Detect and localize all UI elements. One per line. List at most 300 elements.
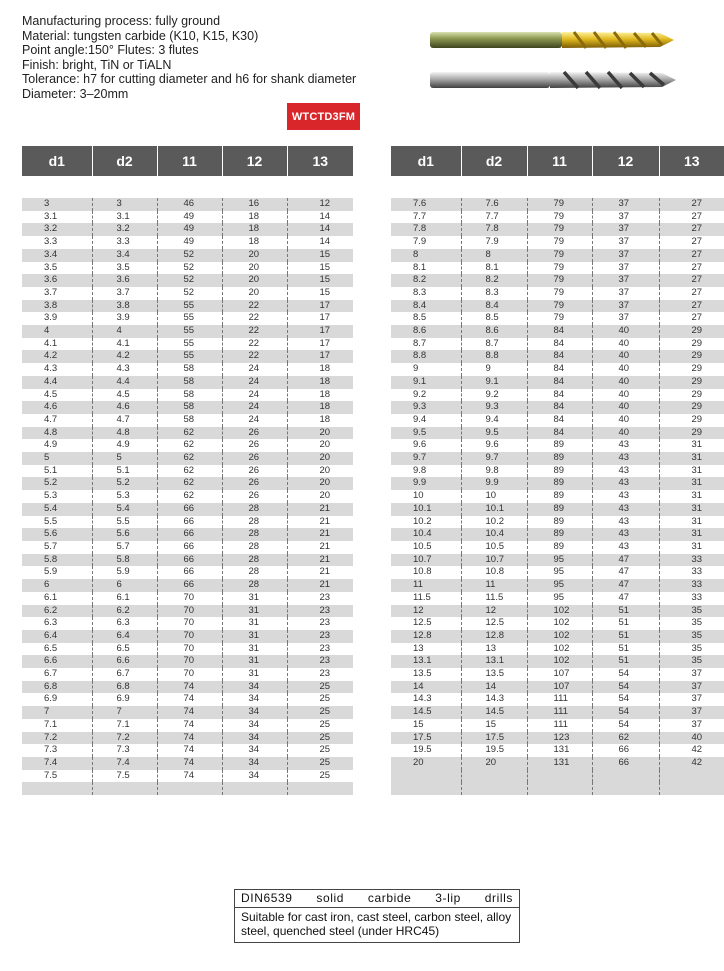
table-cell: 4.8	[92, 427, 157, 440]
table-cell: 8.3	[461, 287, 527, 300]
product-caption	[234, 889, 520, 943]
table-cell: 5	[92, 452, 157, 465]
table-cell: 74	[157, 719, 222, 732]
table-cell: 20	[287, 465, 353, 478]
table-cell: 18	[287, 389, 353, 402]
table-cell: 27	[659, 274, 724, 287]
table-cell: 35	[659, 643, 724, 656]
table-cell: 10.4	[461, 528, 527, 541]
table-row	[22, 617, 353, 630]
table-cell: 12.5	[461, 617, 527, 630]
table-cell: 51	[592, 643, 659, 656]
table-cell: 66	[157, 541, 222, 554]
table-cell: 5.4	[92, 503, 157, 516]
spec-process: Manufacturing process: fully ground	[22, 14, 221, 28]
table-cell: 3.9	[22, 312, 92, 325]
table-cell: 52	[157, 249, 222, 262]
table-cell: 25	[287, 706, 353, 719]
table-row	[22, 706, 353, 719]
table-cell: 79	[527, 262, 592, 275]
table-cell: 74	[157, 681, 222, 694]
col-header-d1: d1	[22, 146, 92, 176]
table-cell: 4.5	[22, 389, 92, 402]
table-cell: 5.9	[22, 566, 92, 579]
table-cell: 89	[527, 439, 592, 452]
table-row	[22, 592, 353, 605]
table-cell: 31	[659, 503, 724, 516]
table-cell: 34	[222, 706, 287, 719]
table-row	[391, 401, 724, 414]
table-cell: 10	[461, 490, 527, 503]
table-cell: 6.7	[22, 668, 92, 681]
table-cell: 9	[461, 363, 527, 376]
table-cell: 14.3	[391, 693, 461, 706]
table-cell: 33	[659, 566, 724, 579]
table-row	[391, 287, 724, 300]
table-row	[391, 249, 724, 262]
table-cell: 58	[157, 363, 222, 376]
table-cell: 66	[157, 528, 222, 541]
table-row	[22, 300, 353, 313]
table-cell: 34	[222, 744, 287, 757]
table-row	[22, 668, 353, 681]
table-cell: 31	[659, 477, 724, 490]
table-cell: 26	[222, 477, 287, 490]
caption-body: Suitable for cast iron, cast steel, carbon steel, alloy steel, quenched steel (under HRC45)	[241, 909, 512, 938]
table-cell: 9.2	[391, 389, 461, 402]
table-row	[22, 414, 353, 427]
table-cell: 20	[391, 757, 461, 770]
table-cell: 5	[22, 452, 92, 465]
table-cell: 27	[659, 287, 724, 300]
table-cell: 19.5	[391, 744, 461, 757]
table-cell: 8.1	[391, 262, 461, 275]
table-cell: 74	[157, 744, 222, 757]
table-cell: 15	[287, 262, 353, 275]
table-row	[22, 363, 353, 376]
table-cell: 66	[157, 503, 222, 516]
table-cell: 10.7	[391, 554, 461, 567]
table-row-empty	[391, 770, 724, 783]
table-cell: 14	[287, 223, 353, 236]
table-row	[22, 579, 353, 592]
table-cell: 23	[287, 668, 353, 681]
table-cell: 89	[527, 528, 592, 541]
table-cell: 34	[222, 732, 287, 745]
table-cell: 17	[287, 350, 353, 363]
table-cell: 49	[157, 236, 222, 249]
table-cell: 6	[92, 579, 157, 592]
spec-list	[22, 14, 356, 102]
table-cell: 9.6	[391, 439, 461, 452]
table-cell: 18	[222, 236, 287, 249]
table-cell: 95	[527, 566, 592, 579]
table-cell: 6.9	[22, 693, 92, 706]
table-cell: 23	[287, 605, 353, 618]
table-cell: 31	[222, 605, 287, 618]
table-cell: 66	[157, 516, 222, 529]
table-cell: 6.6	[22, 655, 92, 668]
table-cell: 6.2	[92, 605, 157, 618]
table-cell: 20	[287, 427, 353, 440]
table-row	[22, 719, 353, 732]
table-header-row	[22, 146, 353, 176]
table-cell: 5.2	[92, 477, 157, 490]
table-cell: 4.7	[92, 414, 157, 427]
table-cell: 27	[659, 262, 724, 275]
product-code-badge: WTCTD3FM	[287, 103, 360, 130]
table-cell: 79	[527, 236, 592, 249]
table-row	[391, 617, 724, 630]
table-cell: 4	[92, 325, 157, 338]
table-cell: 54	[592, 693, 659, 706]
spec-material: Material: tungsten carbide (K10, K15, K30)	[22, 28, 259, 43]
table-row	[22, 693, 353, 706]
table-cell: 13	[391, 643, 461, 656]
col-header-11: 11	[157, 146, 222, 176]
table-cell: 28	[222, 528, 287, 541]
table-cell: 74	[157, 732, 222, 745]
table-row	[22, 376, 353, 389]
table-cell: 84	[527, 376, 592, 389]
table-cell: 9.9	[461, 477, 527, 490]
table-cell: 20	[287, 452, 353, 465]
table-cell: 5.1	[92, 465, 157, 478]
table-cell: 47	[592, 579, 659, 592]
table-row	[391, 528, 724, 541]
table-cell: 7.4	[22, 757, 92, 770]
table-cell: 9.8	[391, 465, 461, 478]
table-cell: 33	[659, 554, 724, 567]
table-cell: 74	[157, 693, 222, 706]
table-cell: 62	[157, 427, 222, 440]
table-cell: 3.8	[92, 300, 157, 313]
table-cell: 11.5	[391, 592, 461, 605]
table-cell: 20	[287, 477, 353, 490]
table-row	[391, 668, 724, 681]
table-cell: 47	[592, 592, 659, 605]
table-row	[391, 439, 724, 452]
table-cell: 7.5	[22, 770, 92, 783]
table-row	[391, 465, 724, 478]
table-cell: 4.4	[92, 376, 157, 389]
table-cell: 21	[287, 541, 353, 554]
table-cell: 9.3	[461, 401, 527, 414]
table-cell: 43	[592, 439, 659, 452]
table-cell: 14	[287, 236, 353, 249]
table-cell: 111	[527, 706, 592, 719]
table-cell: 7	[92, 706, 157, 719]
table-cell: 54	[592, 706, 659, 719]
table-cell: 131	[527, 744, 592, 757]
col-header-12: 12	[592, 146, 659, 176]
table-cell: 34	[222, 719, 287, 732]
table-cell: 37	[659, 706, 724, 719]
table-cell: 107	[527, 668, 592, 681]
table-cell: 6.5	[22, 643, 92, 656]
table-cell: 10.4	[391, 528, 461, 541]
table-cell: 131	[527, 757, 592, 770]
table-cell: 84	[527, 350, 592, 363]
table-cell: 31	[659, 490, 724, 503]
table-cell: 3.1	[22, 211, 92, 224]
table-cell: 6.4	[92, 630, 157, 643]
table-cell: 37	[592, 198, 659, 211]
table-cell: 12.5	[391, 617, 461, 630]
table-cell: 17	[287, 325, 353, 338]
table-cell: 89	[527, 477, 592, 490]
table-cell: 18	[287, 363, 353, 376]
table-row	[391, 325, 724, 338]
table-cell: 20	[287, 439, 353, 452]
table-cell: 18	[222, 223, 287, 236]
table-row	[22, 465, 353, 478]
table-row	[22, 312, 353, 325]
table-row	[391, 477, 724, 490]
table-cell: 21	[287, 566, 353, 579]
table-row	[22, 655, 353, 668]
table-cell: 9.7	[391, 452, 461, 465]
table-cell: 14.5	[461, 706, 527, 719]
table-cell: 29	[659, 414, 724, 427]
table-cell: 10.5	[461, 541, 527, 554]
table-cell: 42	[659, 757, 724, 770]
table-cell: 25	[287, 770, 353, 783]
table-cell: 14.5	[391, 706, 461, 719]
table-cell: 84	[527, 414, 592, 427]
table-cell: 21	[287, 554, 353, 567]
table-cell: 5.6	[92, 528, 157, 541]
table-cell: 52	[157, 262, 222, 275]
table-cell: 22	[222, 325, 287, 338]
table-cell: 28	[222, 579, 287, 592]
table-cell: 8.7	[391, 338, 461, 351]
table-cell: 7.6	[391, 198, 461, 211]
table-cell: 95	[527, 592, 592, 605]
table-cell: 12.8	[461, 630, 527, 643]
table-cell: 62	[592, 732, 659, 745]
table-cell: 8	[391, 249, 461, 262]
table-cell: 55	[157, 338, 222, 351]
table-row	[391, 630, 724, 643]
table-cell: 79	[527, 312, 592, 325]
table-row	[22, 503, 353, 516]
table-cell: 8.8	[391, 350, 461, 363]
table-row	[22, 262, 353, 275]
table-cell: 74	[157, 757, 222, 770]
table-cell: 7.2	[22, 732, 92, 745]
table-cell: 4.9	[22, 439, 92, 452]
table-cell: 22	[222, 300, 287, 313]
table-cell: 10.5	[391, 541, 461, 554]
table-cell: 89	[527, 541, 592, 554]
table-row	[22, 274, 353, 287]
table-cell: 7.1	[22, 719, 92, 732]
table-cell: 51	[592, 605, 659, 618]
table-cell: 123	[527, 732, 592, 745]
table-cell: 18	[287, 414, 353, 427]
table-row	[391, 274, 724, 287]
table-cell: 15	[287, 287, 353, 300]
table-cell: 26	[222, 452, 287, 465]
table-spacer	[391, 176, 724, 198]
table-cell: 25	[287, 757, 353, 770]
table-row	[391, 566, 724, 579]
table-cell: 9.4	[391, 414, 461, 427]
table-cell: 10.2	[461, 516, 527, 529]
table-row	[391, 719, 724, 732]
table-cell: 84	[527, 325, 592, 338]
table-cell: 14	[461, 681, 527, 694]
table-cell: 3.3	[92, 236, 157, 249]
table-cell: 8	[461, 249, 527, 262]
table-cell: 4.1	[92, 338, 157, 351]
table-row	[22, 389, 353, 402]
table-row	[22, 236, 353, 249]
table-cell: 35	[659, 605, 724, 618]
table-cell: 79	[527, 211, 592, 224]
col-header-12: 12	[222, 146, 287, 176]
left-size-table	[22, 146, 353, 795]
table-row	[22, 541, 353, 554]
table-row-empty	[391, 782, 724, 795]
table-cell: 70	[157, 617, 222, 630]
table-row	[391, 579, 724, 592]
table-cell: 34	[222, 681, 287, 694]
table-cell: 31	[222, 643, 287, 656]
table-cell: 17	[287, 338, 353, 351]
table-cell: 40	[592, 401, 659, 414]
table-row	[391, 414, 724, 427]
table-row	[22, 528, 353, 541]
table-cell: 5.2	[22, 477, 92, 490]
table-cell: 66	[157, 566, 222, 579]
table-row	[22, 732, 353, 745]
table-cell: 11	[461, 579, 527, 592]
table-row	[391, 592, 724, 605]
table-row	[22, 452, 353, 465]
table-cell: 40	[592, 363, 659, 376]
col-header-13: 13	[287, 146, 353, 176]
table-cell: 7	[22, 706, 92, 719]
table-cell: 79	[527, 198, 592, 211]
table-cell: 22	[222, 338, 287, 351]
table-cell: 9.8	[461, 465, 527, 478]
table-cell: 43	[592, 477, 659, 490]
table-row	[391, 516, 724, 529]
table-row	[391, 350, 724, 363]
table-cell: 102	[527, 643, 592, 656]
table-row	[22, 516, 353, 529]
table-cell: 4.5	[92, 389, 157, 402]
table-row-empty	[22, 782, 353, 795]
table-cell: 26	[222, 427, 287, 440]
table-row	[391, 236, 724, 249]
table-cell: 31	[659, 452, 724, 465]
table-cell: 6.5	[92, 643, 157, 656]
table-cell: 9	[391, 363, 461, 376]
table-cell: 3.6	[22, 274, 92, 287]
table-cell: 5.9	[92, 566, 157, 579]
table-cell: 62	[157, 452, 222, 465]
table-row	[391, 541, 724, 554]
table-cell: 7.8	[461, 223, 527, 236]
table-cell: 8.2	[391, 274, 461, 287]
table-cell: 10.1	[391, 503, 461, 516]
table-cell: 20	[222, 274, 287, 287]
table-cell: 5.1	[22, 465, 92, 478]
table-cell: 11.5	[461, 592, 527, 605]
table-cell: 15	[287, 274, 353, 287]
table-cell: 37	[592, 262, 659, 275]
table-cell: 58	[157, 401, 222, 414]
table-row	[391, 503, 724, 516]
table-cell: 37	[592, 249, 659, 262]
table-cell: 3.5	[22, 262, 92, 275]
table-cell: 49	[157, 223, 222, 236]
table-cell: 102	[527, 605, 592, 618]
table-row	[391, 338, 724, 351]
table-cell: 40	[592, 338, 659, 351]
table-cell: 89	[527, 516, 592, 529]
table-cell: 26	[222, 465, 287, 478]
table-cell: 55	[157, 325, 222, 338]
table-cell: 27	[659, 211, 724, 224]
table-cell: 89	[527, 465, 592, 478]
table-cell: 5.7	[92, 541, 157, 554]
table-row	[22, 490, 353, 503]
table-cell: 8.6	[461, 325, 527, 338]
table-cell: 7.3	[22, 744, 92, 757]
table-row	[391, 605, 724, 618]
table-cell: 31	[659, 439, 724, 452]
table-cell: 66	[157, 554, 222, 567]
table-cell: 9.3	[391, 401, 461, 414]
table-cell: 29	[659, 363, 724, 376]
table-cell: 3.5	[92, 262, 157, 275]
table-cell: 27	[659, 198, 724, 211]
table-row	[22, 401, 353, 414]
table-row	[391, 223, 724, 236]
table-cell: 62	[157, 477, 222, 490]
table-cell: 31	[222, 617, 287, 630]
table-row	[391, 198, 724, 211]
table-cell: 5.3	[92, 490, 157, 503]
table-cell: 52	[157, 287, 222, 300]
col-header-d1: d1	[391, 146, 461, 176]
table-cell: 37	[659, 681, 724, 694]
table-cell: 3	[22, 198, 92, 211]
table-cell: 5.8	[92, 554, 157, 567]
table-cell: 6.3	[92, 617, 157, 630]
table-cell: 84	[527, 401, 592, 414]
table-cell: 37	[659, 719, 724, 732]
table-cell: 37	[659, 668, 724, 681]
table-cell: 10	[391, 490, 461, 503]
table-cell: 3.9	[92, 312, 157, 325]
table-cell: 58	[157, 376, 222, 389]
table-row	[391, 706, 724, 719]
table-cell: 7.6	[461, 198, 527, 211]
table-row	[391, 300, 724, 313]
table-cell: 18	[287, 401, 353, 414]
table-cell: 5.3	[22, 490, 92, 503]
table-cell: 74	[157, 770, 222, 783]
table-cell: 66	[592, 744, 659, 757]
table-cell: 8.3	[391, 287, 461, 300]
table-cell: 51	[592, 617, 659, 630]
table-cell: 58	[157, 389, 222, 402]
